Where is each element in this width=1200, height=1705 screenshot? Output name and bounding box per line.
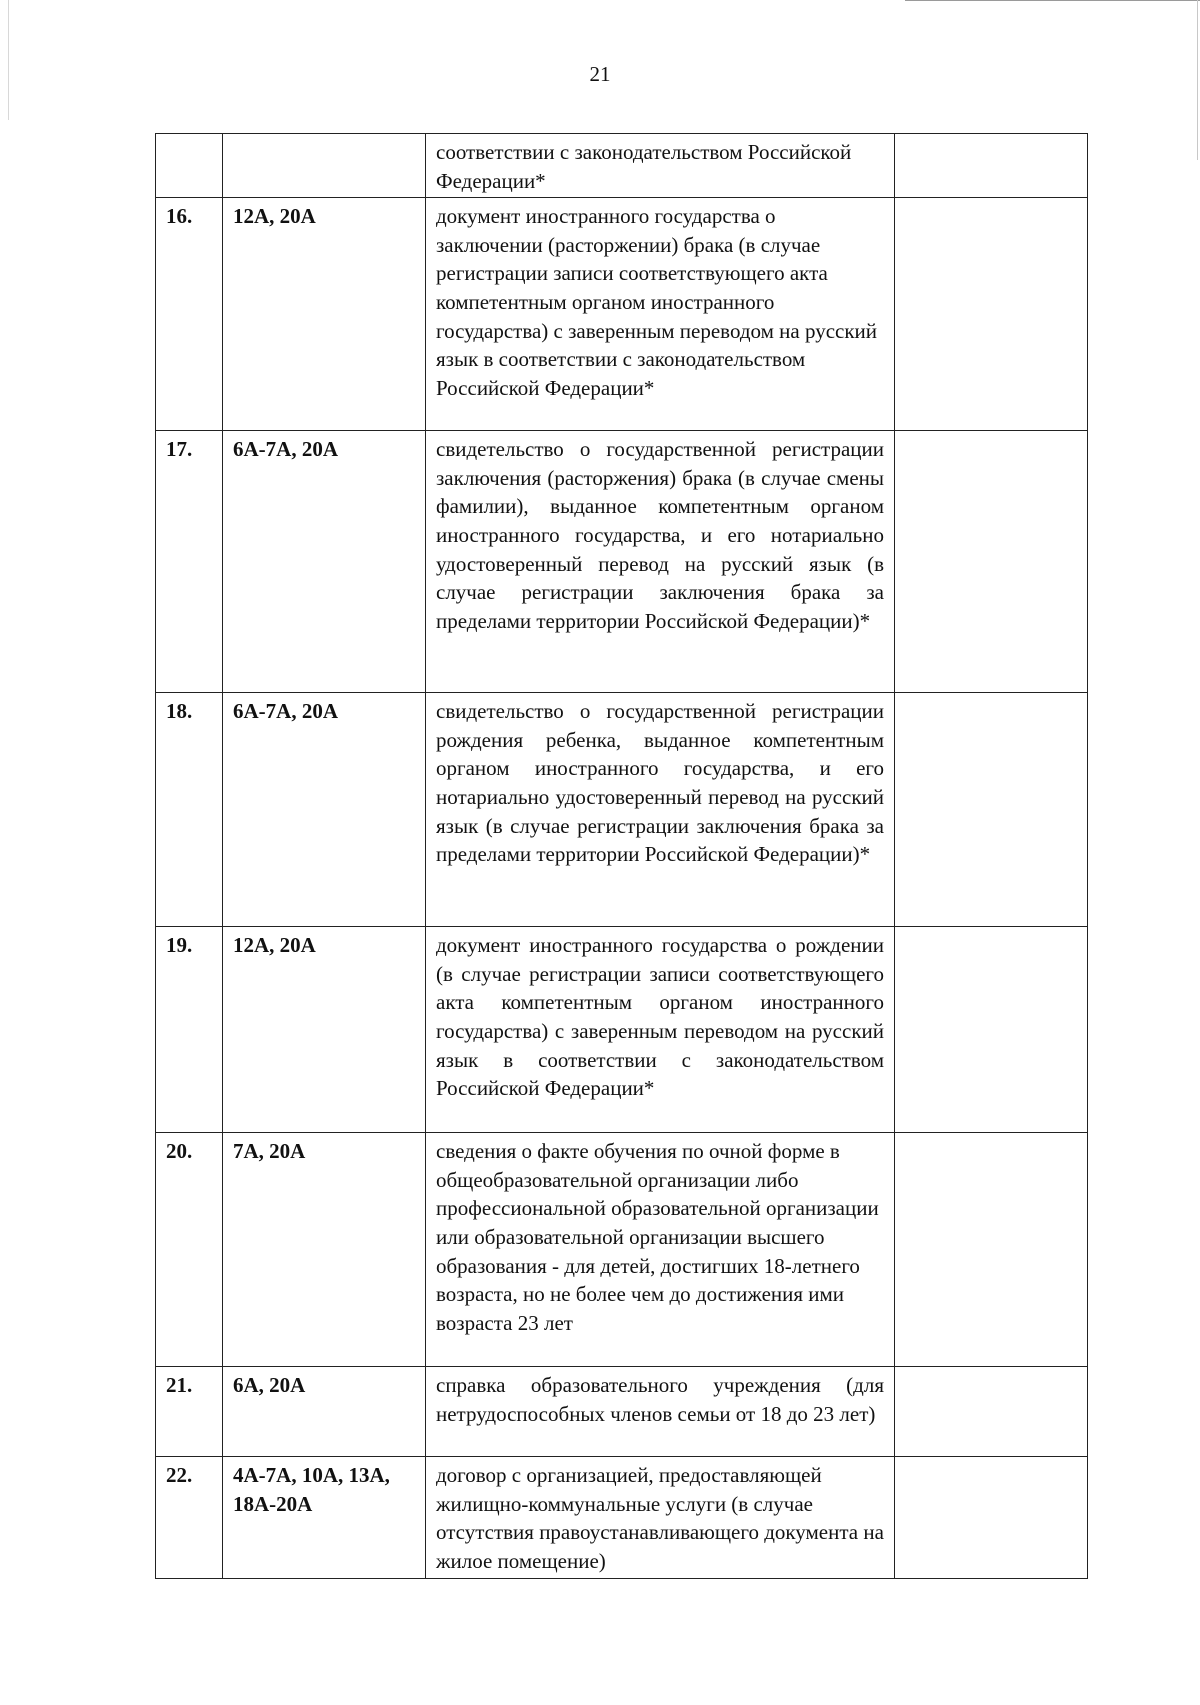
row-note	[895, 693, 1088, 927]
row-description: документ иностранного государства о рождении (в случае регистрации записи соответствующего акта компетентным органом иностранного государства) с заверенным переводом на русский язык в соответствии с законодательством Российской Федерации*	[426, 927, 895, 1133]
row-codes: 4А-7А, 10А, 13А, 18А-20А	[223, 1457, 426, 1578]
row-note	[895, 134, 1088, 198]
table-row	[156, 134, 1088, 198]
row-description: договор с организацией, предоставляющей жилищно-коммунальные услуги (в случае отсутствия правоустанавливающего документа на жилое помещение)	[426, 1457, 895, 1578]
page-number: 21	[589, 62, 611, 86]
row-number: 19.	[156, 927, 223, 1133]
row-codes: 7А, 20А	[223, 1133, 426, 1367]
row-codes: 12А, 20А	[223, 198, 426, 431]
row-number: 16.	[156, 198, 223, 431]
row-note	[895, 431, 1088, 693]
row-description: соответствии с законодательством Российской Федерации*	[426, 134, 895, 198]
row-description: сведения о факте обучения по очной форме в общеобразовательной организации либо профессиональной образовательной организации или образовательной организации высшего образования - для детей, достигших 18-летнего возраста, но не более чем до достижения ими возраста 23 лет	[426, 1133, 895, 1367]
table-row	[156, 927, 1088, 1133]
scan-artifact	[1197, 0, 1198, 160]
row-note	[895, 198, 1088, 431]
row-number: 21.	[156, 1367, 223, 1457]
row-number: 20.	[156, 1133, 223, 1367]
table-row	[156, 693, 1088, 927]
row-note	[895, 1457, 1088, 1578]
table-row	[156, 198, 1088, 431]
row-codes: 12А, 20А	[223, 927, 426, 1133]
row-description: справка образовательного учреждения (для нетрудоспособных членов семьи от 18 до 23 лет)	[426, 1367, 895, 1457]
row-note	[895, 927, 1088, 1133]
row-number: 18.	[156, 693, 223, 927]
row-codes	[223, 134, 426, 198]
row-codes: 6А-7А, 20А	[223, 693, 426, 927]
documents-table	[155, 133, 1088, 1579]
row-note	[895, 1367, 1088, 1457]
row-number: 22.	[156, 1457, 223, 1578]
row-number	[156, 134, 223, 198]
row-codes: 6А, 20А	[223, 1367, 426, 1457]
row-codes: 6А-7А, 20А	[223, 431, 426, 693]
row-description: свидетельство о государственной регистрации рождения ребенка, выданное компетентным органом иностранного государства, и его нотариально удостоверенный перевод на русский язык (в случае регистрации заключения брака за пределами территории Российской Федерации)*	[426, 693, 895, 927]
row-note	[895, 1133, 1088, 1367]
row-description: документ иностранного государства о заключении (расторжении) брака (в случае регистрации записи соответствующего акта компетентным органом иностранного государства) с заверенным переводом на русский язык в соответствии с законодательством Российской Федерации*	[426, 198, 895, 431]
table-row	[156, 1457, 1088, 1578]
scan-artifact	[8, 0, 9, 120]
table-row	[156, 1367, 1088, 1457]
table-row	[156, 431, 1088, 693]
table-row	[156, 1133, 1088, 1367]
row-description: свидетельство о государственной регистрации заключения (расторжения) брака (в случае смены фамилии), выданное компетентным органом иностранного государства, и его нотариально удостоверенный перевод на русский язык (в случае регистрации заключения брака за пределами территории Российской Федерации)*	[426, 431, 895, 693]
scan-artifact	[905, 0, 1200, 1]
row-number: 17.	[156, 431, 223, 693]
